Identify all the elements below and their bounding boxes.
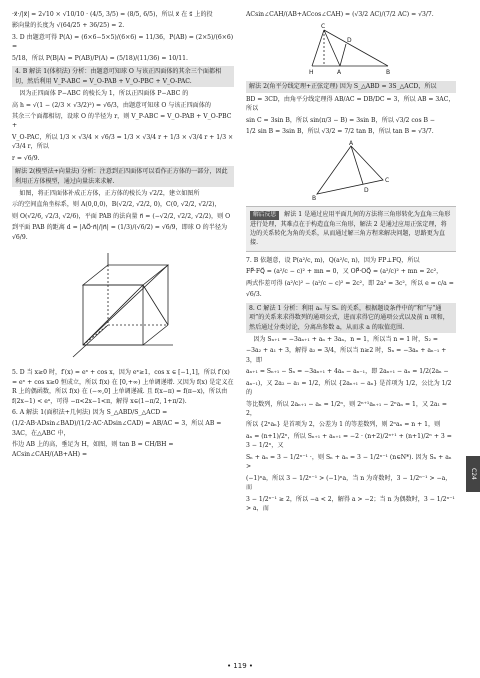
text-line: r = √6/9. — [12, 154, 40, 162]
question-5: 5. D 当 x≥0 时，f′(x) = eˣ + cos x，因为 eˣ≥1，cos x ∈ [−1,1]，所以 f′(x) = eˣ + cos x≥0 恒成立，所以 f(x) 在 [0,+∞) 上单调递增. 又因为 f(x) 是定义在 R 上的偶函数，所以 f(x) 在 (−∞,0] 上单调递减. 且 f(x−π) = f(π−x)，所以由 f(2x−1) < eᵃ，可得 −π<2x−1<π，解得 x∈(1−π/2, 1+π/2). — [12, 369, 234, 405]
text-line: V_O-PAC，所以 1/3 × √3/4 × √6/3 = 1/3 × √3/4 r + 1/3 × √3/4 r + 1/3 × √3/4 r，所以 — [12, 133, 234, 151]
reflection-box — [246, 206, 456, 252]
question-7: 7. B 依题意，设 P(a²/c, m)，Q(a²/c, n)，因为 FP⊥FQ，所以 — [246, 256, 420, 264]
text-line: 所以 {2ⁿaₙ} 是首项为 2，公差为 1 的等差数列，则 2ⁿaₙ = n + 1，则 — [246, 421, 441, 429]
text-line: 等比数列，所以 2aₙ₊₁ − aₙ = 1/2ⁿ，则 2ⁿ⁺¹aₙ₊₁ − 2ⁿaₙ = 1，又 2a₁ = 2， — [246, 400, 448, 418]
cube-figure — [63, 245, 183, 365]
text-line: Sₙ + aₙ = 3 − 1/2ⁿ⁻¹ ·，则 Sₙ + aₙ = 3 − 1/2ⁿ⁻¹ (n∈N*). 因为 Sₙ + aₙ > — [246, 453, 452, 471]
question-6: 6. A 解法 1(面积法+几何法) 因为 S_△ABD/S_△ACD = — [12, 408, 168, 416]
text-line: 因为正四面体 P−ABC 的棱长为 1，所以正四面体 P−ABC 的 — [19, 90, 189, 98]
text-line: 其余三个面都相切，设球 O 的半径为 r，则 V_P-ABC = V_O-PAB + V_O-PBC + — [12, 112, 232, 130]
section-tab: C24 — [466, 456, 480, 492]
text-line: ·x⃗·/|x⃗| = 2√10 × √10/10 · (4/5, 3/5) = (8/5, 6/5)，所以 x⃗ 在 s⃗ 上的投 — [12, 11, 213, 18]
question-3: 3. D 由题意可得 P(A) = (6×6−5×5)/(6×6) = 11/36，P(AB) = (2×5)/(6×6) = — [12, 33, 234, 51]
triangle-figure-2 — [311, 140, 391, 202]
text-line: 高 h = √(1 − (2/3 × √3/2)²) = √6/3，由题意可知球 O 与该正四面体的 — [12, 101, 211, 109]
left-column — [12, 10, 234, 461]
text-line: −3a₂ + a₁ + 3，解得 a₂ = 3/4，所以当 n≥2 时，Sₙ = −3aₙ + aₙ₋₁ + 3，即 — [246, 347, 447, 364]
question-3-cont: 5/18，所以 P(B|A) = P(AB)/P(A) = (5/18)/(11/36) = 10/11. — [12, 54, 188, 62]
right-column — [246, 10, 456, 515]
text-line: aₙ = (n+1)/2ⁿ，所以 Sₙ₊₁ + aₙ₊₁ = −2 · (n+2)/2ⁿ⁺¹ + (n+1)/2ⁿ + 3 = 3 − 1/2ⁿ，又 — [246, 432, 452, 450]
method-2-heading: 解法 2(模型法+向量法) 分析：注意到正四面体可以看作正方体的一部分，因此利用正方体模型，通过向量法来求解. — [12, 166, 234, 187]
method-2-heading: 解法 2(角平分线定理+正弦定理) 因为 S_△ABD = 3S_△ACD，所以 — [246, 81, 456, 92]
question-8-heading: 8. C 解法 1 分析：利用 aₙ 与 Sₙ 的关系，根据题设条件中的“和”与“通项”的关系来求得数列的通项公式，进而求得它的通项公式以及前 n 项和，然后通过分类讨论，分离出参数 a，从而求 a 的取值范围. — [246, 303, 456, 333]
method-1-heading: 4. B 解法 1(体积法) 分析：由题意可知球 O 与该正四面体的其余三个面都相切，然后利用 V_P-ABC = V_O-PAB + V_O-PBC + V_O-PAC. — [12, 66, 234, 87]
label-c: C — [385, 176, 390, 184]
label-d: D — [364, 186, 369, 194]
text-line: aₙ₊₁ = Sₙ₊₁ − Sₙ = −3aₙ₊₁ + 4aₙ − aₙ₋₁，即 2aₙ₊₁ − aₙ = 1/2(2aₙ − — [246, 368, 449, 376]
text-line: 影向量的长度为 √(64/25 + 36/25) = 2. — [12, 22, 125, 30]
text-line: 则 O(√2/6, √2/3, √2/6)，平面 PAB 的法向量 n⃗ = (−√2/2, √2/2, √2/2)，则 O — [12, 212, 231, 220]
text-line: 因为 Sₙ₊₁ = −3aₙ₊₁ + aₙ + 3aₙ，n = 1，所以当 n = 1 时，S₂ = — [253, 335, 438, 343]
label-h: H — [309, 69, 314, 77]
page-number: • 119 • — [226, 662, 254, 671]
label-a: A — [337, 69, 342, 77]
label-d: D — [347, 37, 352, 45]
text-line: 如图，将正四面体补成正方体，正方体的棱长为 √2/2，建立如图所 — [19, 190, 200, 197]
text-line: sin C = 3sin B，所以 sin(π/3 − B) = 3sin B，所以 √3/2 cos B − — [246, 116, 436, 124]
text-line: 到平面 PAB 的距离 d = |AO⃗·n⃗|/|n⃗| = (1/3)/(√6/2) = √6/9，即球 O 的半径为 √6/9. — [12, 224, 228, 241]
text-line: (−1)ⁿa，所以 3 − 1/2ⁿ⁻¹ > (−1)ⁿa，当 n 为奇数时，3 − 1/2ⁿ⁻¹ > −a，而 — [246, 474, 452, 492]
triangle-figure — [306, 22, 396, 78]
text-line: (1/2·AB·ADsin∠BAD)/(1/2·AC·ADsin∠CAD) = AB/AC = 3，所以 AB = 3AC，在△ABC 中， — [12, 420, 222, 437]
text-line: FP⃗·FQ⃗ = (a²/c − c)² + mn = 0，又 OP⃗·OQ⃗ = (a²/c)² + mn = 2c²， — [246, 268, 443, 276]
text-line: BD = 3CD，由角平分线定理得 AB/AC = DB/DC = 3，所以 AB = 3AC，所以 — [246, 95, 455, 113]
text-line: 两式作差可得 (a²/c)² − (a²/c − c)² = 2c²，即 2a² = 3c²，所以 e = c/a = — [246, 279, 454, 287]
reflection-tag: 解后反思 — [250, 211, 279, 220]
label-c: C — [321, 23, 326, 31]
reflection-text: 解法 1 是通过应用平面几何的方法将三角形转化为直角三角形进行处理，其难点在于构造直角三角形，解法 2 是通过应用正弦定理，将边的关系转化为角的关系，从而通过解三角方程来解决问题，思路更为直接. — [250, 210, 451, 247]
label-b: B — [312, 194, 317, 202]
text-line: 示的空间直角坐标系，则 A(0,0,0)，B(√2/2, √2/2, 0)，C(0, √2/2, √2/2)， — [12, 201, 221, 209]
text-line: 作边 AB 上的高，垂足为 H，如图，则 tan B = CH/BH = ACsin∠CAH/(AB+AH) = — [12, 441, 174, 458]
label-b: B — [386, 69, 391, 77]
text-line: aₙ₋₁)，又 2a₂ − a₁ = 1/2，所以 {2aₙ₊₁ − aₙ} 是首项为 1/2，公比为 1/2 的 — [246, 379, 452, 397]
text-line: ACsin∠CAH/(AB+ACcos∠CAH) = (√3/2 AC)/(7/2 AC) = √3/7. — [246, 11, 434, 18]
text-line: 3 − 1/2ⁿ⁻¹ ≥ 2，所以 −a < 2，解得 a > −2；当 n 为偶数时，3 − 1/2ⁿ⁻¹ > a，而 — [246, 495, 455, 512]
label-a: A — [349, 139, 354, 147]
text-line: 1/2 sin B = 3sin B，所以 √3/2 = 7/2 tan B，所以 tan B = √3/7. — [246, 128, 434, 136]
text-line: √6/3. — [246, 291, 262, 299]
